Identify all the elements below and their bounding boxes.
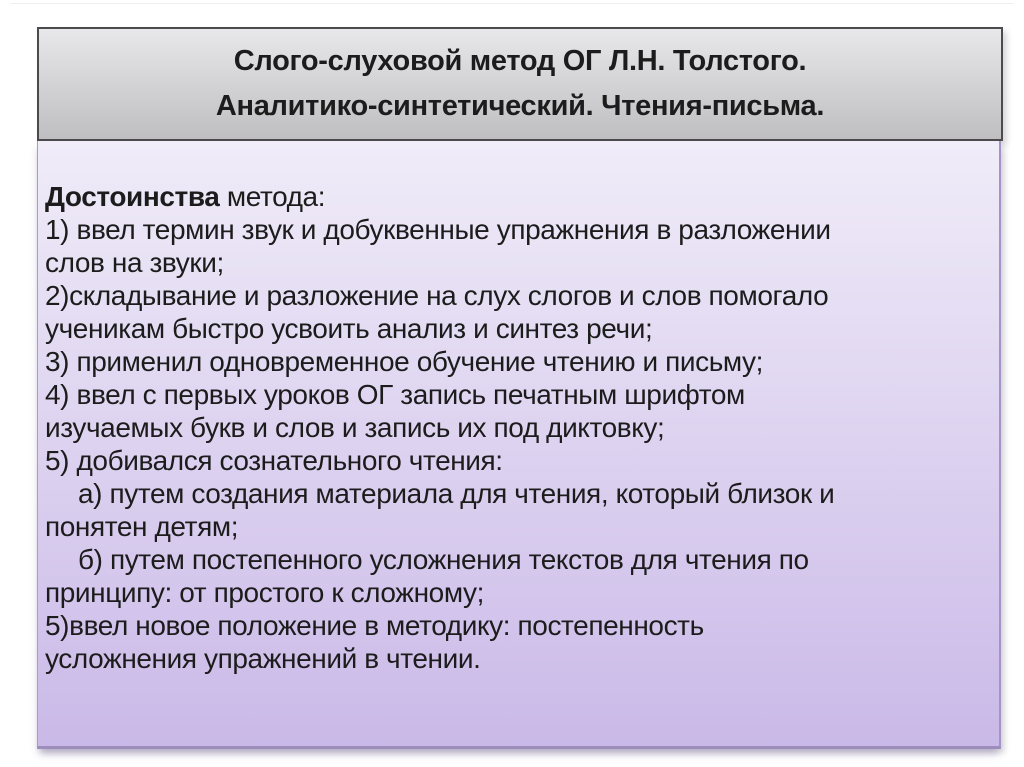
slide-title-line1: Слого-слуховой метод ОГ Л.Н. Толстого. (233, 45, 807, 77)
body-heading (45, 180, 993, 213)
slide-title-box (37, 27, 1003, 141)
body-text-line: 5) добивался сознательного чтения: (45, 445, 503, 476)
body-text-line: усложнения упражнений в чтении. (45, 643, 481, 674)
body-text-line: 1) ввел термин звук и добуквенные упражнения в разложении (45, 214, 831, 245)
body-text-line: б) путем постепенного усложнения текстов для чтения по (78, 544, 809, 575)
body-text-line: понятен детям; (45, 511, 239, 542)
page-edge-line (10, 3, 1014, 4)
body-heading-rest: метода: (219, 181, 326, 212)
body-heading-bold: Достоинства (45, 181, 220, 212)
body-text-line: а) путем создания материала для чтения, который близок и (78, 478, 835, 509)
body-text-line: 3) применил одновременное обучение чтению и письму; (45, 346, 764, 377)
body-text-line: 2)складывание и разложение на слух слогов и слов помогало (45, 280, 829, 311)
body-text-line: слов на звуки; (45, 247, 224, 278)
body-lines (45, 213, 993, 675)
body-text-line: принципу: от простого к сложному; (45, 577, 484, 608)
slide-title-line2: Аналитико-синтетический. Чтения-письма. (215, 90, 825, 122)
body-text-line: изучаемых букв и слов и запись их под диктовку; (45, 412, 665, 443)
body-text-line: 4) ввел с первых уроков ОГ запись печатным шрифтом (45, 379, 745, 410)
body-text-line: 5)ввел новое положение в методику: постепенность (45, 610, 704, 641)
slide-body (37, 141, 1001, 749)
body-text-line: ученикам быстро усвоить анализ и синтез речи; (45, 313, 653, 344)
